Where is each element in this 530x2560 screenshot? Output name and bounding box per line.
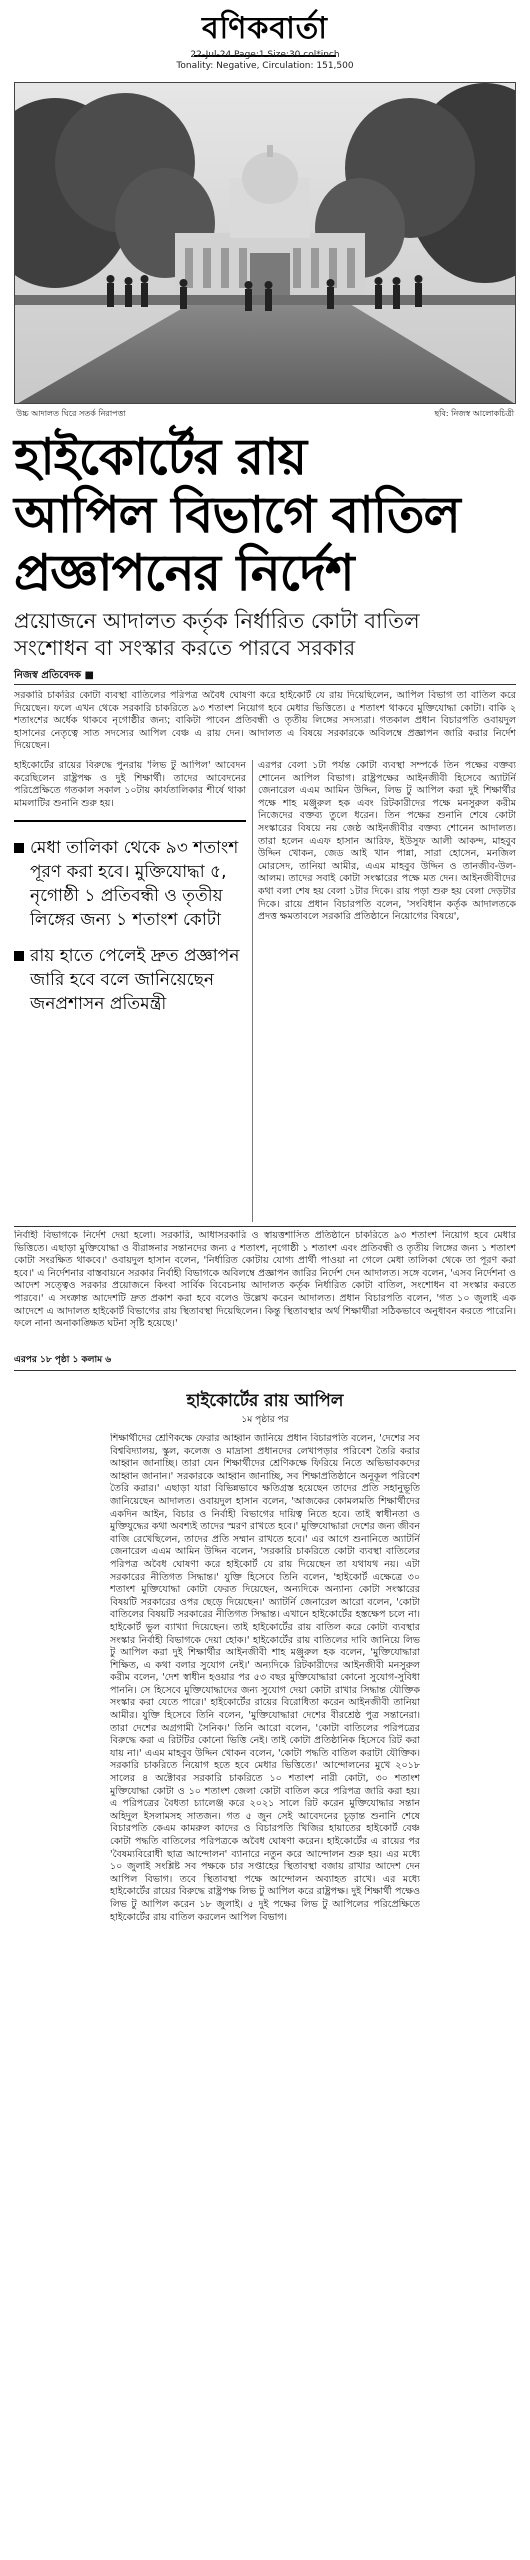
byline: নিজস্ব প্রতিবেদক ■ [14, 670, 94, 681]
subhead-line: প্রয়োজনে আদালত কর্তৃক নির্ধারিত কোটা বাতিল [14, 609, 420, 633]
jump-subline: ১ম পৃষ্ঠার পর [241, 1415, 289, 1425]
pull-quotes [14, 820, 246, 1180]
divider [14, 684, 516, 685]
photo-credit: ছবি: নিজস্ব আলোকচিত্রী [434, 409, 514, 418]
date-line: 22-Jul-24 Page:1 Size:30 col*inch [190, 50, 340, 60]
court-photo [14, 82, 516, 404]
headline-line: প্রজ্ঞাপনের নির্দেশ [14, 544, 354, 602]
right-column-text: এরপর বেলা ১টা পর্যন্ত কোটা ব্যবস্থা সম্পর্কে তিন পক্ষের বক্তব্য শোনেন আপিল বিভাগ। রাষ্ট্রপক্ষের আইনজীবী হিসেবে অ্যাটর্নি জেনারেল এএম আমিন উদ্দিন, লিভ টু আপিল করা দুই শিক্ষার্থীর পক্ষে শাহ মঞ্জুরুল হক এবং রিটকারীদের পক্ষে মনসুরুল করীম নিজেদের বক্তব্য তুলে ধরেন। তিন পক্ষের শুনানি শেষে কোটা সংস্কারের বিষয়ে নয় জেষ্ঠ আইনজীবীর বক্তব্য শোনেন আদালত। তারা হলেন এএফ হাসান আরিফ, ইউসুফ আলী আকন্দ, মাহবুব উদ্দিন খোকন, জেড আই খান পান্না, সারা হোসেন, মনজিল মোরসেদ, তানিয়া আমীর, এএম মাহবুব উদ্দিন ও তানজীব-উল-আলম। তাদের সবাই কোটা সংস্কারের পক্ষে মত দেন। আইনজীবীদের কথা বলা শেষ হয় বেলা ১টার দিকে। রায় পড়া শুরু হয় বেলা দেড়টার দিকে। রায়ে প্রধান বিচারপতি বলেন, 'সংবিধান কর্তৃক আদালতকে প্রদত্ত ক্ষমতাবলে সরকারি প্রতিষ্ঠানে নিয়োগের বিষয়ে', [258, 760, 516, 923]
continued-notice: এরপর ১৮ পৃষ্ঠা ১ কলাম ৬ [14, 1355, 112, 1365]
pull-quote-text: মেধা তালিকা থেকে ৯৩ শতাংশ পূরণ করা হবে। মুক্তিযোদ্ধা ৫, নৃগোষ্ঠী ১ প্রতিবন্ধী ও তৃতীয় লিঙ্গের জন্য ১ শতাংশ কোটা [30, 838, 239, 930]
headline-line: হাইকোর্টের রায় [14, 428, 307, 486]
jump-body: শিক্ষার্থীদের শ্রেণিকক্ষে ফেরার আহ্বান জানিয়ে প্রধান বিচারপতি বলেন, 'দেশের সব বিশ্ববিদ্যালয়, স্কুল, কলেজ ও মাদ্রাসা প্রধানদের লেখাপড়ার পরিবেশ তৈরি করার আহ্বান জানাচ্ছি। তারা যেন শিক্ষার্থীদের শ্রেণিকক্ষে ফিরিয়ে নিতে অভিভাবকদের আহ্বান জানান।' সরকারকে আহ্বান জানাচ্ছি, সব শিক্ষাপ্রতিষ্ঠানে অনুকূল পরিবেশ তৈরি করার।' এছাড়া যারা বিভিন্নভাবে ক্ষতিগ্রস্ত হয়েছেন তাদের প্রতি সহানুভূতি জানিয়েছেন আদালত। ওবায়দুল হাসান বলেন, 'আজকের কোমলমতি শিক্ষার্থীদের একদিন আইন, বিচার ও নির্বাহী বিভাগের দায়িত্ব নিতে হবে। তাই স্বাধীনতা ও মুক্তিযুদ্ধের কথা অবশ্যই তাদের স্মরণ রাখতে হবে।' মুক্তিযোদ্ধারা দেশের জন্য জীবন বাজি রেখেছিলেন, তাদের প্রতি সম্মান রাখতে হবে।' এর আগে শুনানিতে অ্যাটর্নি জেনারেল এএম আমিন উদ্দিন বলেন, 'সরকারি চাকরিতে কোটা ব্যবস্থা বাতিলের পরিপত্র অবৈধ ঘোষণা করে হাইকোর্ট যে রায় দিয়েছেন তা যথাযথ নয়। এটা সরকারের নীতিগত সিদ্ধান্ত।' যুক্তি হিসেবে তিনি বলেন, 'হাইকোর্ট এক্ষেত্রে ৩০ শতাংশ মুক্তিযোদ্ধা কোটা ফেরত দিয়েছেন, অন্যদিকে অন্যান্য কোটা সংস্কারের বিষয়টি সরকারের ওপর ছেড়ে দিয়েছেন।' অ্যাটর্নি জেনারেল আরো বলেন, 'কোটা বাতিলের বিষয়টি সরকারের নীতিগত সিদ্ধান্ত। এখানে হাইকোর্টের হস্তক্ষেপ চলে না। হাইকোর্ট ভুল ব্যাখ্যা দিয়েছেন। তাই হাইকোর্টের রায় বাতিল করে কোটা ব্যবস্থার সংস্কার নির্বাহী বিভাগকে দেয়া হোক।' হাইকোর্টের রায় বাতিলের দাবি জানিয়ে লিভ টু আপিল করা দুই শিক্ষার্থীর আইনজীবী শাহ মঞ্জুরুল হক বলেন, 'মুক্তিযোদ্ধারা শিক্ষিত, এ কথা বলার সুযোগ নেই।' অন্যদিকে রিটকারীদের আইনজীবী মনসুরুল করীম বলেন, 'দেশ স্বাধীন হওয়ার পর ৫৩ বছর মুক্তিযোদ্ধারা কোনো সুযোগ-সুবিধা পাননি। সে হিসেবে মুক্তিযোদ্ধাদের জন্য সুযোগ দেয়া কোটা রাখার সিদ্ধান্ত যৌক্তিক সংস্কার করা যেতে পারে।' হাইকোর্টের রায়ের বিরোধিতা করেন আইনজীবী তানিয়া আমীর। যুক্তি হিসেবে তিনি বলেন, 'মুক্তিযোদ্ধারা দেশের বীরশ্রেষ্ঠ পুত্র সন্তানেরা। তারা দেশের অগ্রগামী সৈনিক।' তিনি আরো বলেন, 'কোটা বাতিলের পরিপত্রের বিরুদ্ধে করা এ রিটটির কোনো ভিত্তি নেই। তাই কোটা প্রতিষ্ঠানিক হিসেবে রিট করা যায় না।' এএম মাহবুব উদ্দিন খোকন বলেন, 'কোটা পদ্ধতি বাতিল করাটা যৌক্তিক। সরকারি চাকরিতে নিয়োগ হতে হবে মেধার ভিত্তিতে।' আন্দোলনের মুখে ২০১৮ সালের ৪ অক্টোবর সরকারি চাকরিতে ১০ শতাংশ নারী কোটা, ৩০ শতাংশ মুক্তিযোদ্ধা কোটা ও ১০ শতাংশ জেলা কোটা বাতিল করে পরিপত্র জারি করা হয়। এ পরিপত্রের বৈধতা চ্যালেঞ্জ করে ২০২১ সালে রিট করেন মুক্তিযোদ্ধার সন্তান অহিদুল ইসলামসহ সাতজন। গত ৫ জুন সেই আবেদনের চূড়ান্ত শুনানি শেষে বিচারপতি কেএম কামরুল কাদের ও বিচারপতি খিজির হায়াতের হাইকোর্ট বেঞ্চ কোটা পদ্ধতি বাতিলের পরিপত্রকে অবৈধ ঘোষণা করেন। হাইকোর্টের এ রায়ের পর 'বৈষম্যবিরোধী ছাত্র আন্দোলন' ব্যানারে নতুন করে আন্দোলন শুরু হয়। এর মধ্যে ১০ জুলাই সংশ্লিষ্ট সব পক্ষকে চার সপ্তাহের স্থিতাবস্থা বজায় রাখার আদেশ দেন আপিল বিভাগ। তবে স্থিতাবস্থা পক্ষে আন্দোলন অব্যাহত রাখে। এর মধ্যে হাইকোর্টের রায়ের বিরুদ্ধে রাষ্ট্রপক্ষ লিভ টু আপিল করে রাষ্ট্রপক্ষ। দুই শিক্ষার্থী পক্ষেও লিভ টু আপিল করেন ১৮ জুলাই। ৫ দুই পক্ষের লিভ টু আপিলের পরিপ্রেক্ষিতে হাইকোর্টের রায় বাতিল করলেন আপিল বিভাগ। [110, 1433, 420, 1923]
masthead [0, 4, 530, 56]
bullet-square-icon [14, 951, 24, 961]
headline-line: আপিল বিভাগে বাতিল [14, 486, 460, 544]
pull-quote [14, 836, 246, 932]
divider [14, 1370, 516, 1371]
newspaper-name: বণিকবার্তা [194, 4, 336, 57]
column-divider [252, 760, 253, 1222]
jump-article [110, 1390, 420, 2543]
subheadline [14, 608, 516, 662]
tonality-line: Tonality: Negative, Circulation: 151,500 [176, 61, 354, 71]
lead-paragraph: সরকারি চাকরির কোটা ব্যবস্থা বাতিলের পরিপত্র অবৈধ ঘোষণা করে হাইকোর্ট যে রায় দিয়েছিলেন, আপিল বিভাগ তা বাতিল করে দিয়েছেন। ফলে এখন থেকে সরকারি চাকরিতে ৯৩ শতাংশ নিয়োগ হবে মেধার ভিত্তিতে। ৫ শতাংশ থাকবে মুক্তিযোদ্ধা কোটা। বাকি ২ শতাংশের অর্ধেক থাকবে নৃগোষ্ঠীর জন্য; বাকিটা পাবেন প্রতিবন্ধী ও তৃতীয় লিঙ্গের সদস্যরা। গতকাল প্রধান বিচারপতি ওবায়দুল হাসানের নেতৃত্বে সাত সদস্যের আপিল বেঞ্চ এ রায় দেন। আদালত এ বিষয়ে সরকারকে অবিলম্বে প্রজ্ঞাপন জারি করার নির্দেশ দিয়েছেন। [14, 690, 516, 752]
jump-headline: হাইকোর্টের রায় আপিল [186, 1391, 344, 1411]
divider [14, 1226, 516, 1227]
bullet-square-icon [14, 843, 24, 853]
photo-caption: উচ্চ আদালত ঘিরে সতর্ক নিরাপত্তা [16, 409, 126, 418]
subhead-line: সংশোধন বা সংস্কার করতে পারবে সরকার [14, 636, 356, 660]
clipping-meta [0, 50, 530, 72]
left-column-paragraph: হাইকোর্টের রায়ের বিরুদ্ধে পুনরায় 'লিভ টু আপিল' আবেদন করেছিলেন রাষ্ট্রপক্ষ ও দুই শিক্ষার্থী। তাদের আবেদনের পরিপ্রেক্ষিতে গতকাল সকাল ১০টায় কার্যতালিকার শীর্ষে থাকা মামলাটির শুনানি শুরু হয়। [14, 760, 246, 809]
pull-quote-text: রায় হাতে পেলেই দ্রুত প্রজ্ঞাপন জারি হবে বলে জানিয়েছেন জনপ্রশাসন প্রতিমন্ত্রী [30, 946, 240, 1014]
headline [14, 428, 516, 602]
full-width-paragraph: নির্বাহী বিভাগকে নির্দেশ দেয়া হলো। সরকারি, আধাসরকারি ও স্বায়ত্তশাসিত প্রতিষ্ঠানে চাকরিতে ৯৩ শতাংশ নিয়োগ হবে মেধার ভিত্তিতে। এছাড়া মুক্তিযোদ্ধা ও বীরাঙ্গনার সন্তানদের জন্য ৫ শতাংশ, নৃগোষ্ঠী ১ শতাংশ এবং প্রতিবন্ধী ও তৃতীয় লিঙ্গের জন্য ১ শতাংশ কোটা সংরক্ষিত থাকবে।' ওবায়দুল হাসান বলেন, 'নির্ধারিত কোটায় যোগ্য প্রার্থী পাওয়া না গেলে মেধা তালিকা থেকে তা পূরণ করা হবে।' এ নির্দেশনার বাস্তবায়নে সরকার নির্বাহী বিভাগকে অবিলম্বে প্রজ্ঞাপন জারির নির্দেশ দেন আদালত। সঙ্গে বলেন, 'এসব নির্দেশনা ও আদেশ সত্ত্বেও সরকার প্রয়োজনে কিংবা সার্বিক বিবেচনায় আদালত কর্তৃক নির্ধারিত কোটা বাতিল, সংশোধন বা সংস্কার করতে পারবে।' এ সংক্রান্ত আদেশটি দ্রুত প্রকাশ করা হবে বলেও উল্লেখ করেন আদালত। প্রধান বিচারপতি বলেন, 'গত ১০ জুলাই এক আদেশে এ আদালত হাইকোর্ট বিভাগের রায় স্থিতাবস্থা দিয়েছিলেন। কিন্তু স্থিতাবস্থার অর্থ শিক্ষার্থীরা সঠিকভাবে অনুধাবন করতে পারেনি। ফলে নানা অনাকাঙ্ক্ষিত ঘটনা সৃষ্টি হয়েছে।' [14, 1230, 516, 1330]
pull-quote [14, 944, 246, 1016]
